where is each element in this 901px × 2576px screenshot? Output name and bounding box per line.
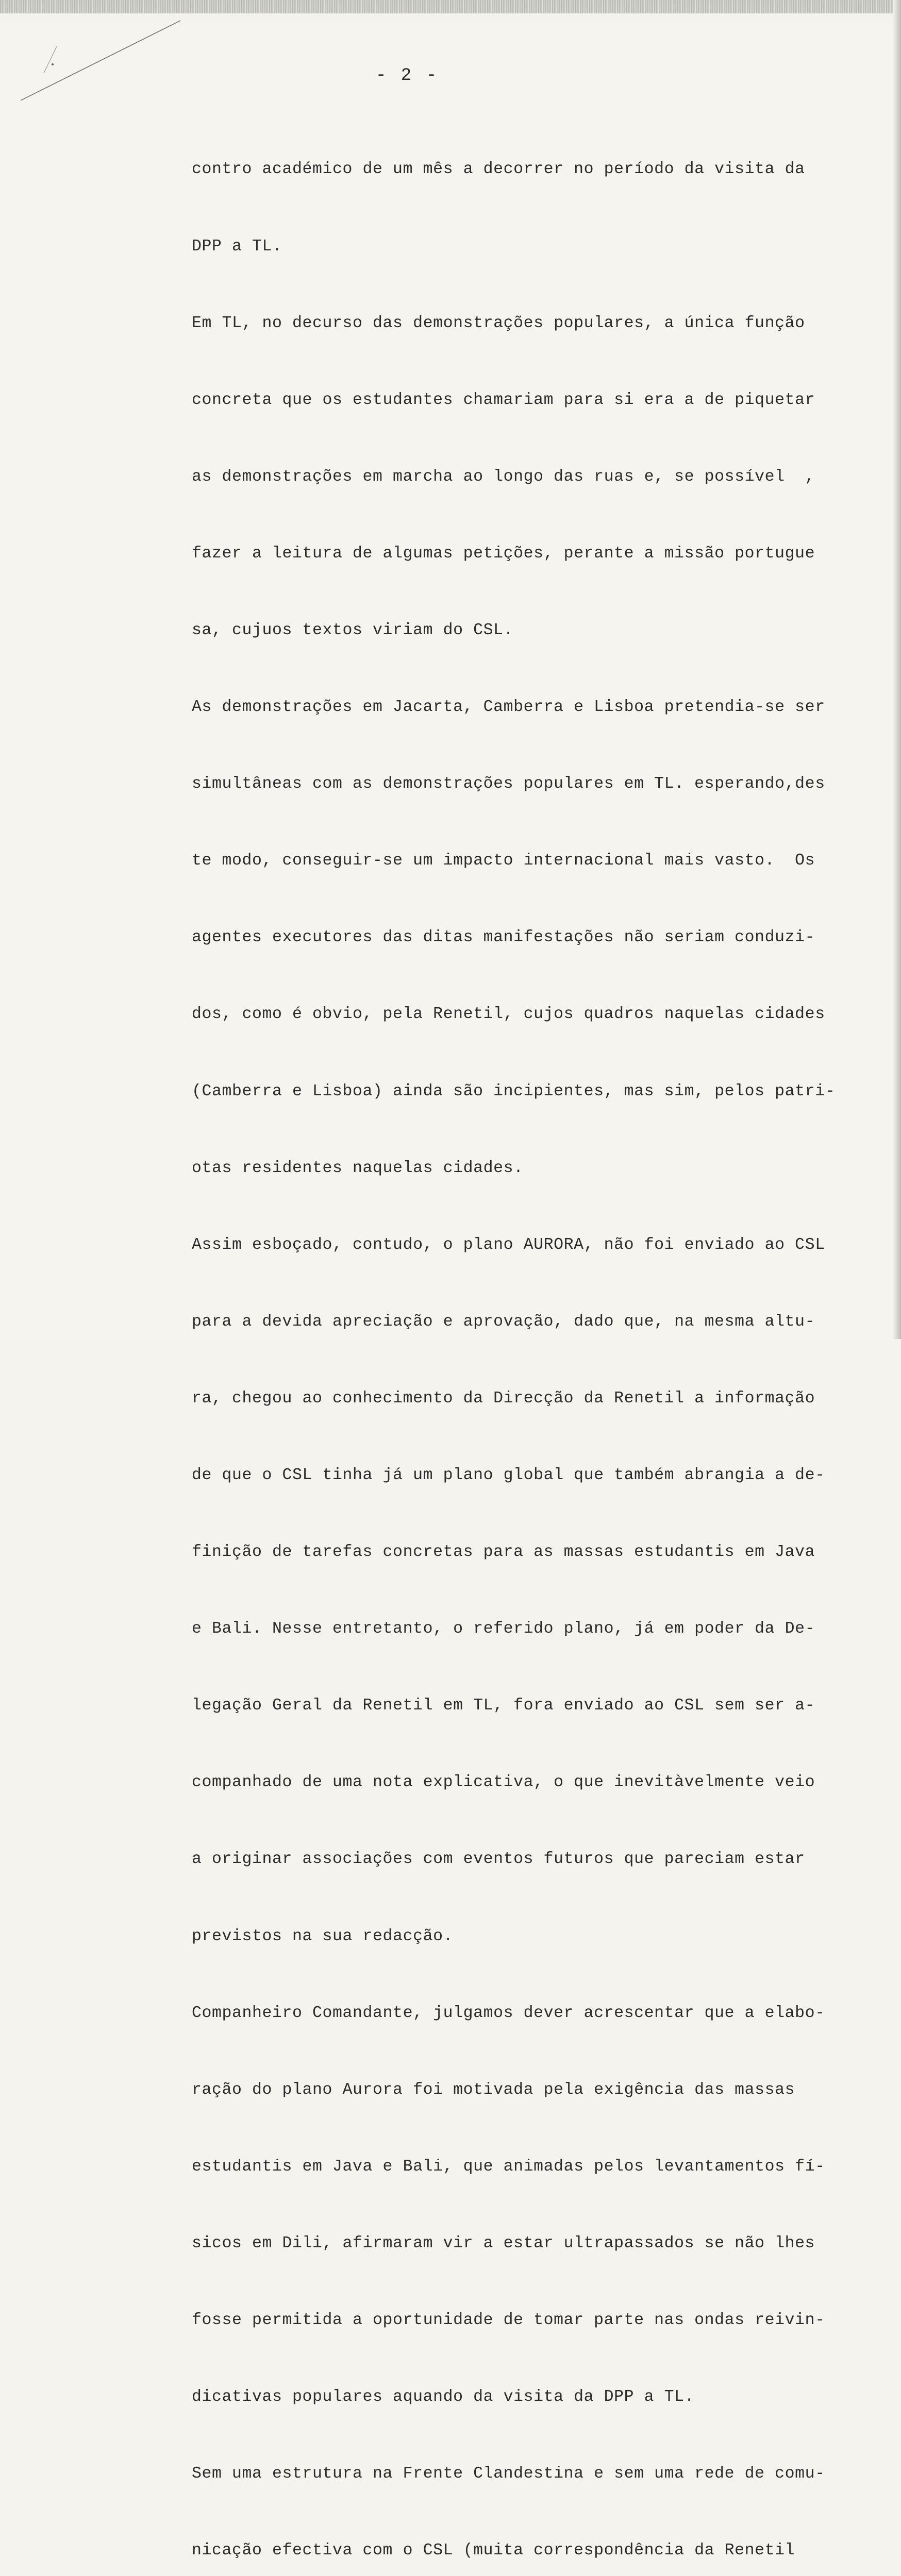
text-line: sicos em Dili, afirmaram vir a estar ultrapassados se não lhes <box>192 2234 815 2252</box>
text-line: Em TL, no decurso das demonstrações populares, a única função <box>192 314 805 332</box>
text-line: Sem uma estrutura na Frente Clandestina e sem uma rede de comu- <box>192 2465 825 2483</box>
text-line: companhado de uma nota explicativa, o que inevitàvelmente veio <box>192 1773 815 1792</box>
text-line: e Bali. Nesse entretanto, o referido plano, já em poder da De- <box>192 1620 815 1638</box>
page-number: - 2 - <box>375 66 439 86</box>
text-line: Companheiro Comandante, julgamos dever acrescentar que a elabo- <box>192 2004 825 2022</box>
text-line: legação Geral da Renetil em TL, fora enviado ao CSL sem ser a- <box>192 1697 815 1715</box>
scanned-right-edge <box>893 0 901 1339</box>
document-body <box>192 106 862 2576</box>
text-line: contro académico de um mês a decorrer no período da visita da <box>192 160 805 179</box>
text-line: fosse permitida a oportunidade de tomar parte nas ondas reivin- <box>192 2311 825 2330</box>
text-line: otas residentes naquelas cidades. <box>192 1159 524 1177</box>
text-line: Assim esboçado, contudo, o plano AURORA, não foi enviado ao CSL <box>192 1235 825 1254</box>
text-line: previstos na sua redacção. <box>192 1927 454 1945</box>
text-line: nicação efectiva com o CSL (muita correspondência da Renetil <box>192 2541 795 2560</box>
text-line: ração do plano Aurora foi motivada pela exigência das massas <box>192 2080 795 2099</box>
text-line: te modo, conseguir-se um impacto internacional mais vasto. Os <box>192 852 815 870</box>
text-line: As demonstrações em Jacarta, Camberra e Lisboa pretendia-se ser <box>192 698 825 717</box>
text-line: dicativas populares aquando da visita da DPP a TL. <box>192 2388 695 2406</box>
text-line: (Camberra e Lisboa) ainda são incipientes, mas sim, pelos patri- <box>192 1082 836 1100</box>
text-line: as demonstrações em marcha ao longo das ruas e, se possível , <box>192 467 815 486</box>
margin-pencil-marks <box>15 15 186 108</box>
text-line: de que o CSL tinha já um plano global que também abrangia a de- <box>192 1466 825 1484</box>
text-line: sa, cujuos textos viriam do CSL. <box>192 621 514 639</box>
text-line: a originar associações com eventos futuros que pareciam estar <box>192 1850 805 1869</box>
text-line: para a devida apreciação e aprovação, dado que, na mesma altu- <box>192 1312 815 1331</box>
text-line: DPP a TL. <box>192 237 282 256</box>
text-line: simultâneas com as demonstrações populares em TL. esperando,des <box>192 775 825 793</box>
text-line: concreta que os estudantes chamariam para si era a de piquetar <box>192 391 815 409</box>
text-line: ra, chegou ao conhecimento da Direcção da Renetil a informação <box>192 1389 815 1408</box>
text-line: estudantis em Java e Bali, que animadas pelos levantamentos fí- <box>192 2157 825 2176</box>
scanned-top-edge <box>0 0 901 13</box>
text-line: fazer a leitura de algumas petições, perante a missão portugue <box>192 544 815 563</box>
text-line: finição de tarefas concretas para as massas estudantis em Java <box>192 1543 815 1562</box>
text-line: agentes executores das ditas manifestações não seriam conduzi- <box>192 928 815 947</box>
text-line: dos, como é obvio, pela Renetil, cujos quadros naquelas cidades <box>192 1005 825 1024</box>
